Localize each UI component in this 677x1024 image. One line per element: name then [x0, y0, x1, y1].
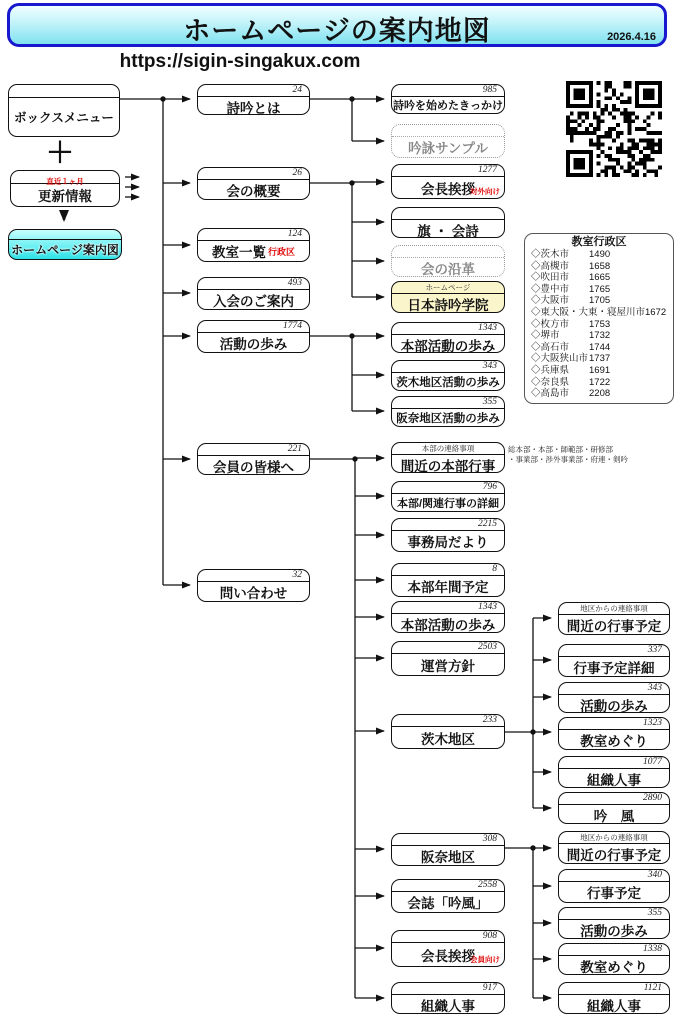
node-label: 教室一覧 行政区	[211, 245, 295, 260]
node-band	[559, 793, 669, 805]
district-table-rows	[531, 249, 673, 400]
node-label: 間近の本部行事	[400, 459, 496, 474]
node-visit-count: 2558	[478, 880, 497, 890]
district-table	[524, 233, 674, 404]
node-visit-count: 1338	[643, 944, 662, 954]
node-hanna-katsudo-ayumi[interactable]	[391, 396, 505, 427]
node-ibaraki-katsudo-ayumi[interactable]	[391, 360, 505, 391]
node-visit-count: 355	[482, 397, 497, 407]
node-band	[559, 645, 669, 657]
node-label: 阪奈地区活動の歩み	[396, 412, 500, 425]
node-label: 本部年間予定	[407, 580, 489, 595]
memo-line2: ・事業部・渉外事業部・府連・剣吟	[508, 454, 628, 464]
node-kaiin-no-minasama[interactable]	[197, 443, 310, 475]
node-label: 茨木地区	[421, 731, 475, 747]
node-visit-count: 8	[492, 564, 497, 574]
node-band	[559, 718, 669, 730]
box-menu-label: ボックスメニュー	[14, 111, 114, 125]
node-ha-kyoshitsu-meguri[interactable]	[558, 943, 670, 975]
node-ha-soshiki-jinji[interactable]	[558, 982, 670, 1014]
node-label: 旗 ・ 会詩	[417, 224, 479, 239]
node-band	[392, 208, 504, 220]
node-label: 本部/関連行事の詳細	[396, 497, 500, 510]
node-label: 問い合わせ	[219, 586, 288, 601]
node-band	[392, 443, 504, 455]
node-visit-count: 221	[287, 444, 302, 454]
node-visit-count: 1343	[478, 323, 497, 333]
node-label: 間近の行事予定	[566, 619, 662, 634]
node-band	[559, 983, 669, 995]
node-kaicho-aisatsu-kaiin[interactable]	[391, 930, 505, 967]
node-ib-ginpu[interactable]	[558, 792, 670, 824]
node-visit-count: 24	[292, 85, 302, 95]
node-toiawase[interactable]	[197, 569, 310, 602]
node-visit-count: 908	[482, 931, 497, 941]
node-band	[198, 570, 309, 582]
node-band	[392, 397, 504, 409]
node-label: 活動の歩み	[580, 924, 648, 939]
node-visit-count: 796	[482, 482, 497, 492]
node-red-tag: 行政区	[267, 246, 295, 257]
node-band	[392, 834, 504, 846]
node-honbu-katsudo-ayumi-2[interactable]	[391, 601, 505, 633]
node-visit-count: 1343	[478, 602, 497, 612]
district-row: ◇高石市 1744	[531, 341, 611, 353]
district-row: ◇堺市 1732	[531, 330, 611, 342]
node-label: 会の沿革	[421, 262, 475, 277]
node-ib-majika-gyoji[interactable]	[558, 602, 670, 635]
node-honbu-kanren-gyoji[interactable]	[391, 481, 505, 512]
box-menu[interactable]	[8, 84, 120, 137]
qr-code	[566, 81, 662, 177]
page-title: ホームページの案内地図	[183, 16, 491, 46]
node-label: 会の概要	[226, 184, 281, 199]
node-red-tag: 会員向け	[470, 955, 500, 964]
date-label: 2026.4.16	[607, 31, 656, 43]
site-url: https://sigin-singakux.com	[119, 51, 361, 72]
node-visit-count: 985	[482, 85, 497, 95]
node-visit-count: 2503	[478, 642, 497, 652]
node-band	[559, 832, 669, 844]
node-kaicho-aisatsu-taigai[interactable]	[391, 164, 505, 199]
node-band-text: ホームページ	[425, 283, 471, 292]
node-label: 行事予定	[587, 886, 641, 901]
node-label: 吟詠サンプル	[408, 141, 488, 156]
node-band	[559, 603, 669, 615]
node-ibaraki-chiku[interactable]	[391, 714, 505, 749]
node-label: 会長挨拶	[421, 948, 475, 964]
node-label: 組織人事	[421, 999, 475, 1014]
node-band	[559, 908, 669, 920]
node-visit-count: 124	[287, 229, 302, 239]
node-label: 組織人事	[587, 773, 641, 788]
node-kaishi-ginpu[interactable]	[391, 879, 505, 913]
district-row: ◇吹田市 1665	[531, 272, 611, 284]
district-row: ◇茨木市 1490	[531, 249, 611, 260]
district-table-title: 教室行政区	[571, 236, 627, 248]
update-info-band	[11, 171, 119, 184]
node-visit-count: 2890	[643, 793, 662, 803]
node-label: 詩吟を始めたきっかけ	[393, 100, 503, 112]
district-row: ◇豊中市 1765	[531, 283, 611, 295]
node-label: 教室めぐり	[580, 734, 648, 749]
node-label: 詩吟とは	[226, 101, 281, 116]
node-kai-no-enkaku[interactable]	[391, 245, 505, 277]
node-band	[392, 602, 504, 614]
headquarters-memo	[508, 445, 676, 464]
node-kyoshitsu-ichiran[interactable]	[197, 228, 310, 262]
node-band	[392, 482, 504, 494]
node-band	[392, 519, 504, 531]
node-soshiki-jinji[interactable]	[391, 982, 505, 1014]
node-label: 茨木地区活動の歩み	[396, 376, 500, 389]
node-label: 本部活動の歩み	[400, 618, 496, 633]
node-unei-hoshin[interactable]	[391, 641, 505, 676]
node-visit-count: 2215	[478, 519, 497, 529]
node-band	[392, 85, 504, 97]
node-label: 活動の歩み	[219, 337, 288, 352]
district-row: ◇東大阪・大東・寝屋川市 1672	[531, 306, 667, 318]
recent-month-tag: 直近１ヶ月	[46, 177, 84, 186]
node-band	[392, 246, 504, 258]
node-label: 組織人事	[587, 999, 641, 1014]
district-row: ◇兵庫県 1691	[531, 364, 611, 376]
node-ha-katsudo-ayumi[interactable]	[558, 907, 670, 939]
update-info-box[interactable]	[10, 170, 120, 207]
node-label: 会長挨拶	[421, 181, 475, 197]
node-band	[392, 125, 504, 137]
district-row: ◇奈良県 1722	[531, 376, 611, 388]
node-hanna-chiku[interactable]	[391, 833, 505, 866]
node-majika-honbu-gyoji[interactable]	[391, 442, 505, 473]
update-info-label: 更新情報	[38, 189, 92, 204]
node-label: 阪奈地区	[421, 850, 475, 865]
node-jimukyoku-dayori[interactable]	[391, 518, 505, 552]
node-band	[392, 361, 504, 373]
node-band	[392, 165, 504, 177]
node-shigin-toha[interactable]	[197, 84, 310, 115]
node-label: 運営方針	[421, 658, 475, 674]
node-ha-gyoji-yotei[interactable]	[558, 869, 670, 903]
district-row: ◇高島市 2208	[531, 388, 611, 400]
node-katsudo-no-ayumi[interactable]	[197, 320, 310, 353]
node-nyukai-goannai[interactable]	[197, 277, 310, 310]
node-band	[198, 321, 309, 333]
node-band	[198, 229, 309, 241]
node-band	[198, 278, 309, 290]
node-label: 吟 風	[593, 809, 635, 824]
node-band-text: 地区からの連絡事項	[580, 604, 648, 613]
node-ib-gyoji-shosai[interactable]	[558, 644, 670, 677]
district-row: ◇大阪市 1705	[531, 295, 611, 307]
node-band	[392, 564, 504, 576]
node-band	[559, 870, 669, 882]
node-ginei-sample[interactable]	[391, 124, 505, 158]
node-band-text: 本部の連絡事項	[421, 444, 475, 453]
node-visit-count: 1077	[643, 757, 662, 767]
node-visit-count: 337	[647, 645, 662, 655]
district-row: ◇枚方市 1753	[531, 318, 611, 330]
plus-sign: ＋	[46, 137, 75, 168]
node-visit-count: 1277	[478, 165, 497, 175]
node-label: 間近の行事予定	[566, 848, 662, 863]
node-ha-majika-gyoji[interactable]	[558, 831, 670, 864]
node-band	[392, 931, 504, 943]
node-visit-count: 233	[482, 715, 497, 725]
node-label: 教室めぐり	[580, 960, 648, 975]
node-red-tag: 対外向け	[470, 187, 500, 196]
sitemap-box[interactable]	[8, 229, 122, 260]
node-label: 事務局だより	[407, 535, 489, 550]
node-visit-count: 308	[482, 834, 497, 844]
node-band	[392, 282, 504, 294]
node-label: 会誌「吟風」	[407, 896, 489, 911]
node-ib-kyoshitsu-meguri[interactable]	[558, 717, 670, 750]
district-row: ◇高槻市 1658	[531, 260, 611, 272]
sitemap-box-label: ホームページ案内図	[11, 243, 119, 257]
node-band	[559, 944, 669, 956]
node-label: 入会のご案内	[213, 294, 294, 309]
node-label: 活動の歩み	[580, 699, 648, 714]
node-visit-count: 917	[482, 983, 497, 993]
node-band	[392, 880, 504, 892]
node-label: 本部活動の歩み	[400, 339, 496, 354]
node-band	[392, 642, 504, 654]
node-band	[559, 757, 669, 769]
node-visit-count: 1774	[283, 321, 302, 331]
node-visit-count: 26	[292, 168, 302, 178]
node-label: 会員の皆様へ	[213, 460, 294, 475]
node-band	[392, 983, 504, 995]
node-visit-count: 32	[292, 570, 302, 580]
node-label: 日本詩吟学院	[407, 298, 489, 313]
sitemap-box-band	[9, 230, 121, 240]
node-band	[392, 323, 504, 335]
node-visit-count: 343	[482, 361, 497, 371]
node-band	[198, 85, 309, 97]
node-visit-count: 493	[287, 278, 302, 288]
node-visit-count: 343	[647, 683, 662, 693]
node-visit-count: 1121	[643, 983, 662, 993]
node-visit-count: 355	[647, 908, 662, 918]
node-honbu-katsudo-ayumi[interactable]	[391, 322, 505, 353]
district-row: ◇大阪狭山市 1737	[531, 353, 611, 365]
node-label: 行事予定詳細	[573, 661, 655, 676]
node-visit-count: 1323	[643, 718, 662, 728]
node-ib-soshiki-jinji[interactable]	[558, 756, 670, 788]
node-band	[198, 444, 309, 456]
node-honbu-nenkan-yotei[interactable]	[391, 563, 505, 597]
node-band-text: 地区からの連絡事項	[580, 833, 648, 842]
node-nihon-shigin-gakuin[interactable]	[391, 281, 505, 313]
memo-line1: 総本部・本部・師範部・研修部	[508, 445, 613, 454]
node-kai-no-gaiyo[interactable]	[197, 167, 310, 200]
node-hata-kaishi[interactable]	[391, 207, 505, 238]
node-band	[392, 715, 504, 727]
node-band	[198, 168, 309, 180]
node-ib-katsudo-ayumi[interactable]	[558, 682, 670, 713]
node-visit-count: 340	[647, 870, 662, 880]
node-shigin-kikkake[interactable]	[391, 84, 505, 114]
node-band	[559, 683, 669, 695]
box-menu-band	[9, 85, 119, 98]
